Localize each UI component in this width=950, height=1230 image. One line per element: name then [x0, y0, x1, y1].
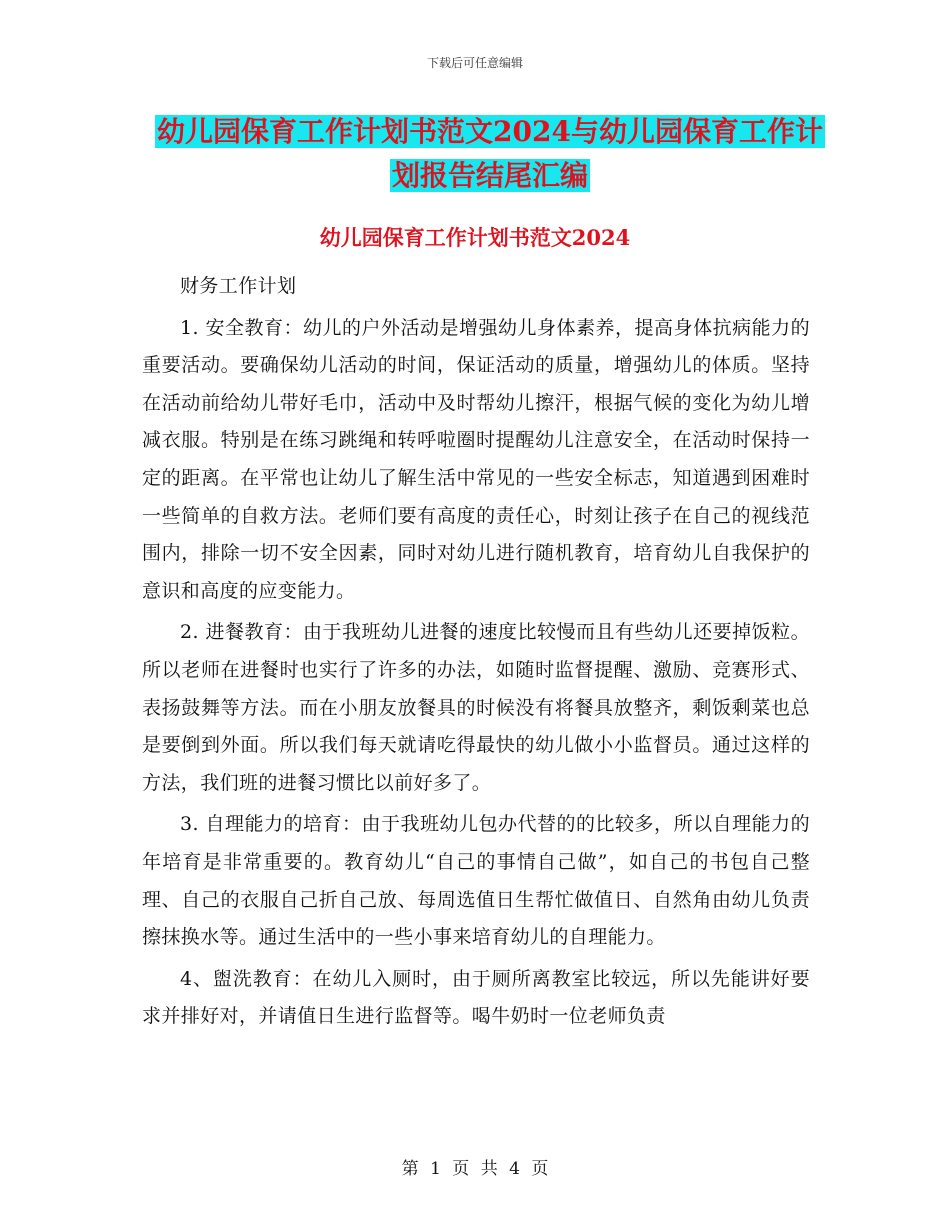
document-body — [142, 268, 810, 1040]
document-title — [150, 110, 830, 198]
paragraph-self-care: 3. 自理能力的培育：由于我班幼儿包办代替的的比较多，所以自理能力的年培育是非常重要的。教育幼儿“自己的事情自己做”，如自己的书包自己整理、自己的衣服自己折自己放、每周选值日生帮忙做值日、自然角由幼儿负责擦抹换水等。通过生活中的一些小事来培育幼儿的自理能力。 — [142, 813, 810, 949]
section-label: 财务工作计划 — [180, 275, 297, 297]
paragraph-washing-education: 4、盥洗教育：在幼儿入厕时，由于厕所离教室比较远，所以先能讲好要求并排好对，并请值日生进行监督等。喝牛奶时一位老师负责 — [142, 967, 810, 1028]
section-heading: 幼儿园保育工作计划书范文2024 — [319, 225, 631, 250]
document-title-highlight: 幼儿园保育工作计划书范文2024与幼儿园保育工作计划报告结尾汇编 — [157, 115, 823, 192]
page-footer-number: 第 1 页 共 4 页 — [401, 1159, 549, 1179]
page-header-note: 下载后可任意编辑 — [426, 56, 523, 70]
paragraph-safety-education: 1. 安全教育：幼儿的户外活动是增强幼儿身体素养，提高身体抗病能力的重要活动。要确保幼儿活动的时间，保证活动的质量，增强幼儿的体质。坚持在活动前给幼儿带好毛巾，活动中及时帮幼儿擦汗，根据气候的变化为幼儿增减衣服。特别是在练习跳绳和转呼啦圈时提醒幼儿注意安全，在活动时保持一定的距离。在平常也让幼儿了解生活中常见的一些安全标志，知道遇到困难时一些简单的自救方法。老师们要有高度的责任心，时刻让孩子在自己的视线范围内，排除一切不安全因素，同时对幼儿进行随机教育，培育幼儿自我保护的意识和高度的应变能力。 — [142, 316, 810, 602]
paragraph-meal-education: 2. 进餐教育：由于我班幼儿进餐的速度比较慢而且有些幼儿还要掉饭粒。所以老师在进餐时也实行了许多的办法，如随时监督提醒、激励、竞赛形式、表扬鼓舞等方法。而在小朋友放餐具的时候没有将餐具放整齐，剩饭剩菜也总是要倒到外面。所以我们每天就请吃得最快的幼儿做小小监督员。通过这样的方法，我们班的进餐习惯比以前好多了。 — [142, 621, 810, 794]
